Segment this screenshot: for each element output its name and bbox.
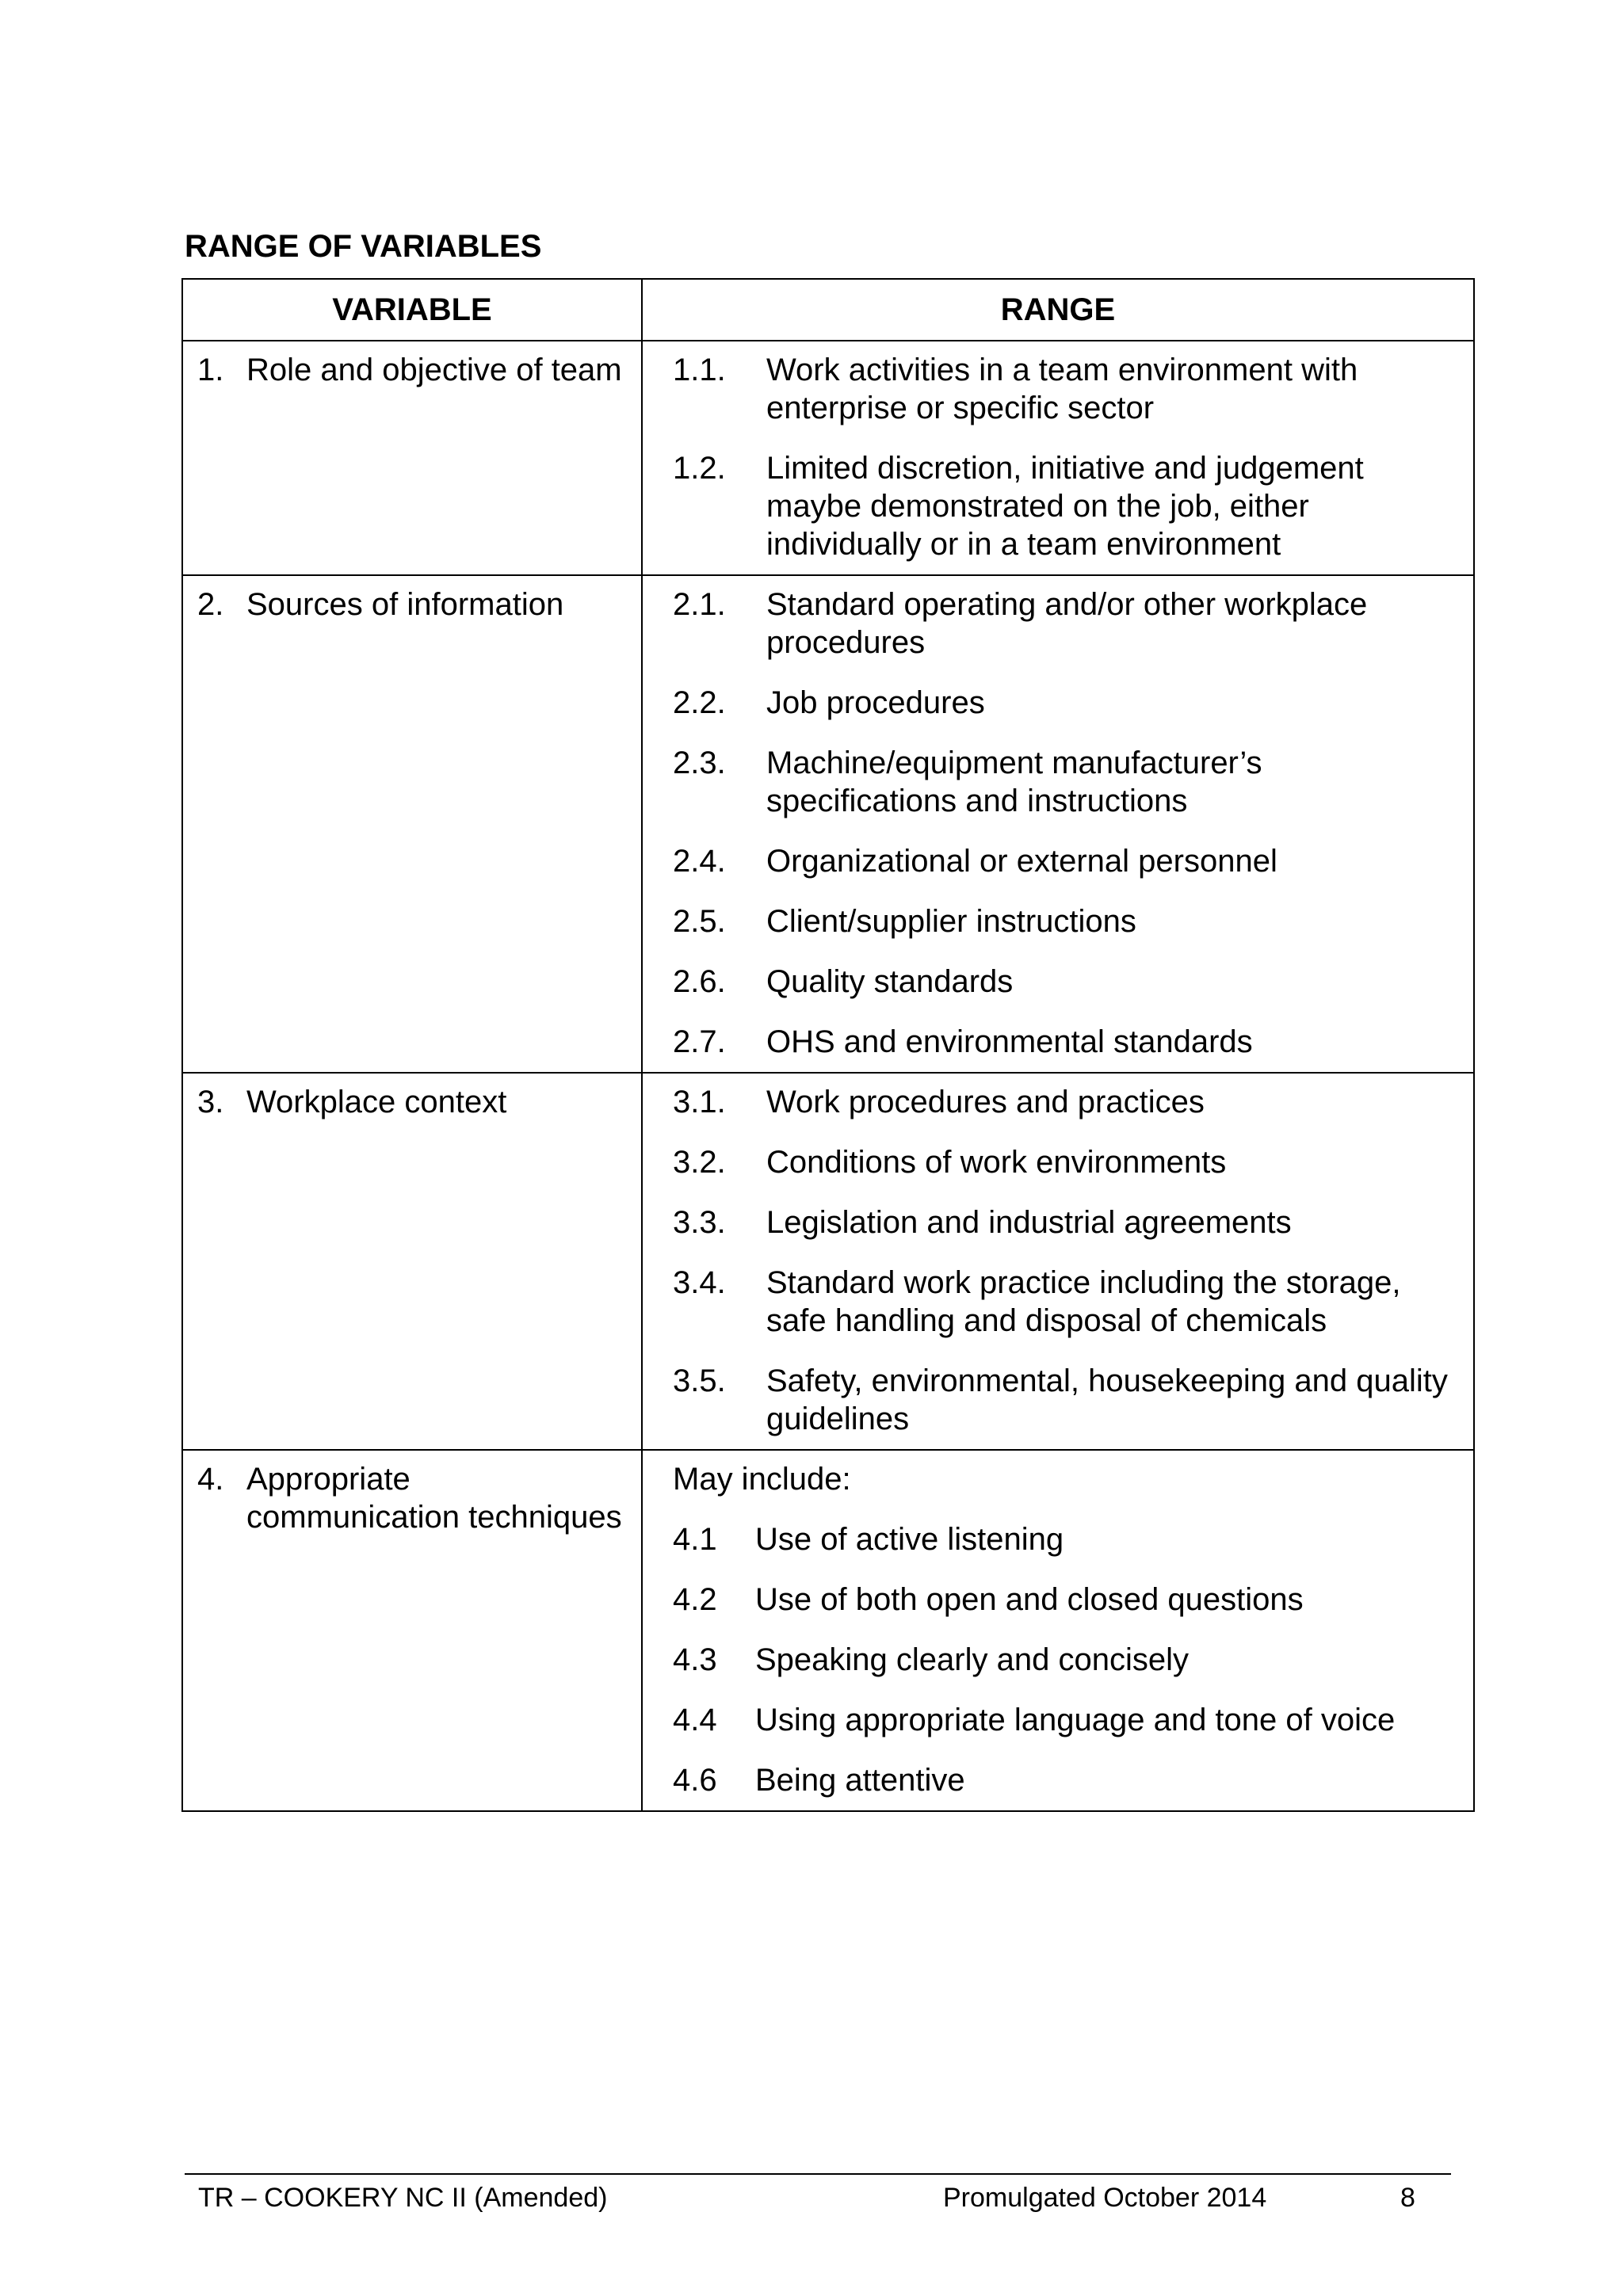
variable-entry [183,1451,641,1546]
range-item-text: Client/supplier instructions [766,904,1136,939]
range-item [673,1203,1457,1241]
range-item [673,1083,1457,1121]
variable-cell [182,341,642,575]
range-item-number: 4.2 [673,1582,717,1617]
range-item-text: Machine/equipment manufacturer’s specifications and instructions [766,746,1262,818]
range-item-number: 3.4. [673,1265,726,1300]
footer-rule [185,2173,1451,2175]
range-item-text: Using appropriate language and tone of voice [755,1703,1396,1737]
range-item-number: 2.6. [673,964,726,999]
header-range: RANGE [642,279,1474,341]
range-item [673,744,1457,820]
range-item [673,902,1457,940]
range-list [643,1074,1473,1449]
range-item-number: 2.7. [673,1024,726,1059]
range-item [673,585,1457,662]
range-item [673,1264,1457,1340]
range-item [673,1023,1457,1061]
range-item-number: 3.1. [673,1085,726,1119]
footer-promulgation-date: Promulgated October 2014 [943,2183,1267,2213]
range-list [643,1451,1473,1810]
page-heading: RANGE OF VARIABLES [185,229,542,264]
range-cell [642,575,1474,1073]
range-item-text: Use of both open and closed questions [755,1582,1304,1617]
range-item [673,684,1457,722]
range-item [673,1761,1457,1799]
range-item [673,449,1457,563]
table-row [182,1073,1474,1450]
range-item-text: OHS and environmental standards [766,1024,1253,1059]
range-item [673,1641,1457,1679]
variable-entry [183,341,641,399]
variable-entry [183,576,641,633]
range-cell [642,1450,1474,1811]
range-item-number: 4.4 [673,1703,717,1737]
range-item-text: Speaking clearly and concisely [755,1642,1189,1677]
range-of-variables-table [181,278,1475,1812]
range-item-number: 3.3. [673,1205,726,1240]
range-item-text: Conditions of work environments [766,1145,1227,1180]
range-item [673,1581,1457,1619]
range-item-number: 4.3 [673,1642,717,1677]
range-cell [642,1073,1474,1450]
variable-label: Appropriate communication techniques [246,1462,622,1535]
range-item-text: Work activities in a team environment with enterprise or specific sector [766,353,1358,425]
range-item [673,963,1457,1001]
range-item-text: Quality standards [766,964,1014,999]
range-item [673,1143,1457,1181]
range-item [673,351,1457,427]
range-item-number: 3.5. [673,1363,726,1398]
header-variable: VARIABLE [182,279,642,341]
range-list [643,341,1473,574]
range-item-number: 2.1. [673,587,726,622]
range-item [673,842,1457,880]
footer-document-title: TR – COOKERY NC II (Amended) [198,2183,608,2213]
table-row [182,1450,1474,1811]
range-item-text: Work procedures and practices [766,1085,1205,1119]
range-item-text: Being attentive [755,1763,965,1798]
range-item-text: Organizational or external personnel [766,844,1277,879]
range-item [673,1520,1457,1558]
table-row [182,341,1474,575]
range-item-number: 2.4. [673,844,726,879]
range-item-number: 4.6 [673,1763,717,1798]
variable-cell [182,1450,642,1811]
table-row [182,575,1474,1073]
range-item-number: 1.1. [673,353,726,387]
table-body [182,341,1474,1811]
range-item [673,1701,1457,1739]
table-header-row [182,279,1474,341]
variable-label: Role and objective of team [246,353,622,387]
variable-number: 3. [197,1085,224,1119]
range-item-number: 3.2. [673,1145,726,1180]
range-item-text: Legislation and industrial agreements [766,1205,1292,1240]
footer-page-number: 8 [1400,2183,1415,2213]
variable-number: 1. [197,353,224,387]
variable-number: 4. [197,1462,224,1497]
range-item-text: Standard work practice including the storage, safe handling and disposal of chemicals [766,1265,1401,1338]
variable-cell [182,1073,642,1450]
range-item-number: 2.5. [673,904,726,939]
range-item-text: Limited discretion, initiative and judgement maybe demonstrated on the job, either individually or in a team environment [766,451,1364,562]
range-item-number: 1.2. [673,451,726,486]
variable-number: 2. [197,587,224,622]
range-list [643,576,1473,1072]
variable-label: Sources of information [246,587,564,622]
range-item-text: Standard operating and/or other workplace procedures [766,587,1368,660]
range-item-number: 2.2. [673,685,726,720]
range-item-text: Job procedures [766,685,985,720]
variable-entry [183,1074,641,1131]
variable-label: Workplace context [246,1085,507,1119]
range-intro: May include: [673,1462,851,1497]
variable-cell [182,575,642,1073]
range-item [673,1362,1457,1438]
range-item-number: 2.3. [673,746,726,780]
range-item-number: 4.1 [673,1522,717,1557]
range-item-text: Safety, environmental, housekeeping and quality guidelines [766,1363,1448,1436]
range-cell [642,341,1474,575]
range-item-text: Use of active listening [755,1522,1064,1557]
